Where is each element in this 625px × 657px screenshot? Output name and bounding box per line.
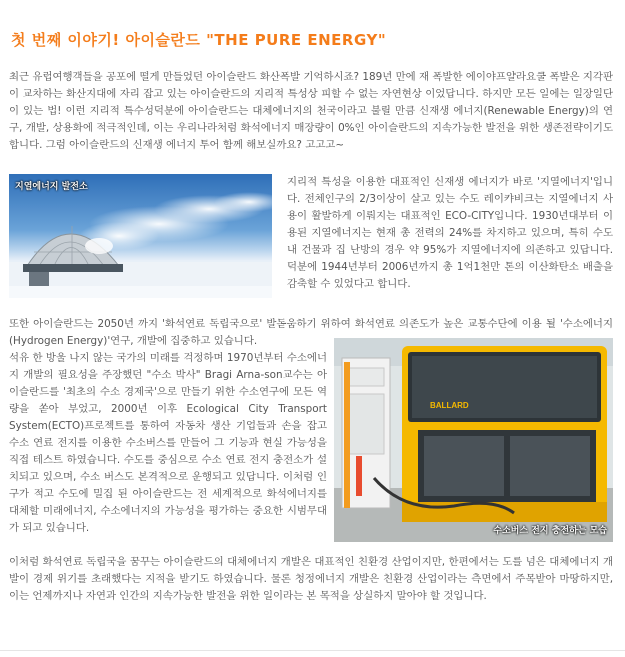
intro-paragraph: 최근 유럽여행객들을 공포에 떨게 만들었던 아이슬란드 화산폭발 기억하시죠? 189년 만에 재 폭발한 에이야프얄라요쿨 폭발은 지각판이 교차하는 화산지대에 자리 잡고 있는 아이슬란드의 지리적 특성상 피할 수 없는 자연현상 이었답니다. 하지만 모든 일에는 일장일단이 있는 법! 이런 지리적 특수성덕분에 아이슬란드는 대체에너지의 천국이라고 불릴 만큼 신재생 에너지(Renewable Energy)의 연구, 개발, 상용화에 적극적인데, 이는 우리나라처럼 화석에너지 매장량이 0%인 아이슬란드의 지속가능한 발전을 위한 생존전략이기도 합니다. 그럼 아이슬란드의 신재생 에너지 투어 함께 해보실까요? 고고고~ — [9, 71, 613, 151]
bus-label: BALLARD — [430, 401, 469, 410]
photo2-caption: 수소버스 전지 충전하는 모습 — [493, 526, 607, 536]
bottom-divider — [0, 650, 625, 651]
hydrogen-bus-illustration — [334, 338, 613, 542]
geothermal-paragraph: 지리적 특성을 이용한 대표적인 신재생 에너지가 바로 '지열에너지'입니다. 전체인구의 2/3이상이 살고 있는 수도 레이캬비크는 지열에너지 사용이 활발하게 이뤄지는 대표적인 ECO-CITY입니다. 1930년대부터 이용된 지열에너지는 현재 총 전력의 24%를 차지하고 있으며, 특히 수도 내 건물과 집 난방의 경우 약 95%가 지열에너지에 의존하고 있답니다. 덕분에 1944년부터 2006년까지 총 1억1천만 톤의 이산화탄소 배출을 감축할 수 있었다고 합니다. — [287, 176, 613, 290]
hydrogen-paragraph: 석유 한 방울 나지 않는 국가의 미래를 걱정하며 1970년부터 수소에너지 개발의 필요성을 주장했던 "수소 박사" Bragi Arna-son교수는 아이슬란드를 '최초의 수소 경제국'으로 만들기 위한 수소연구에 모든 역량을 쏟아 부었고, 2000년 이후 Ecological City Transport System(ECTO)프로젝트를 통하여 자동차 생산 기업들과 손을 잡고 수소 연료 전지를 이용한 수소버스를 만들어 그 기능과 현실 가능성을 직접 테스트 하였습니다. 수도를 중심으로 수소 연료 전지 충전소가 설치되고 있으며, 수소 버스도 본격적으로 운행되고 있답니다. 이처럼 인구가 적고 수도에 밀집 된 아이슬란드는 전 세계적으로 화석에너지를 대체할 미래에너지, 수소에너지의 가능성을 평가하는 중요한 시범무대가 되고 있습니다. — [9, 352, 327, 534]
geothermal-plant-photo — [9, 174, 272, 298]
photo1-caption: 지열에너지 발전소 — [15, 182, 88, 192]
hydrogen-lead-paragraph: 또한 아이슬란드는 2050년 까지 '화석연료 독립국으로' 발돋움하기 위하여 화석연료 의존도가 높은 교통수단에 이용 될 '수소에너지(Hydrogen Energy)'연구, 개발에 집중하고 있습니다. — [9, 318, 613, 347]
conclusion-paragraph: 이처럼 화석연료 독립국을 꿈꾸는 아이슬란드의 대체에너지 개발은 대표적인 친환경 산업이지만, 한편에서는 도를 넘은 대체에너지 개발이 경제 위기를 초래했다는 지적을 받기도 하였습니다. 물론 청정에너지 개발은 친환경 산업이라는 측면에서 주목받아 마땅하지만, 이는 언제까지나 자연과 인간의 지속가능한 발전을 위한 일이라는 본 목적을 상실하지 말아야 할 것입니다. — [9, 556, 613, 602]
geothermal-plant-illustration — [9, 174, 272, 298]
article-title: 첫 번째 이야기! 아이슬란드 "THE PURE ENERGY" — [11, 31, 387, 49]
hydrogen-bus-photo — [334, 338, 613, 542]
